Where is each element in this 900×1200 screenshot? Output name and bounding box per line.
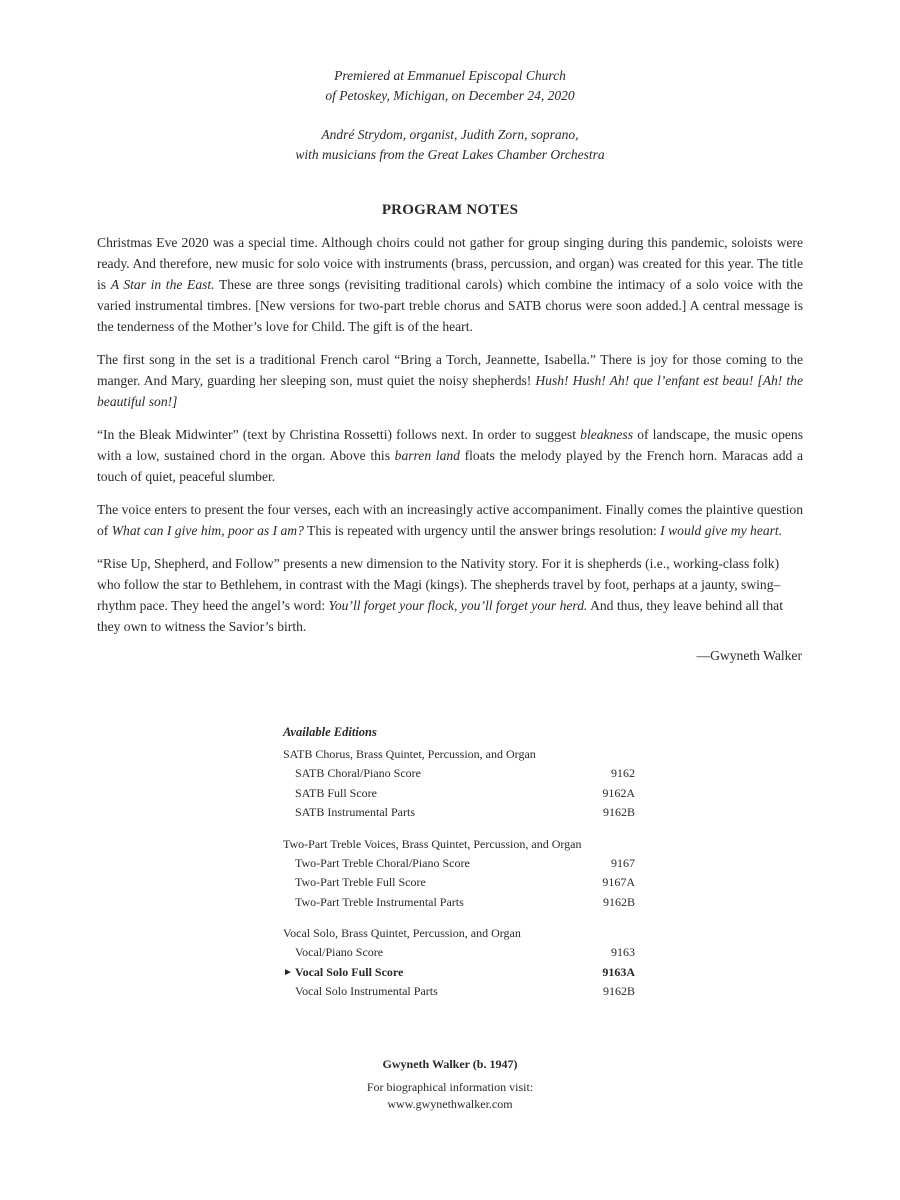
current-edition-arrow-icon: ► — [283, 966, 293, 978]
edition-code: 9162B — [602, 984, 635, 998]
notes-signature: —Gwyneth Walker — [696, 648, 802, 663]
edition-row: Vocal/Piano Score 9163 — [283, 943, 635, 963]
premiere-line-2: of Petoskey, Michigan, on December 24, 2020 — [325, 88, 575, 103]
premiere-line-1: Premiered at Emmanuel Episcopal Church — [334, 68, 566, 83]
program-notes-body — [97, 232, 803, 649]
editions-title: Available Editions — [283, 725, 377, 739]
composer-info — [0, 1056, 900, 1113]
edition-group — [283, 834, 635, 913]
notes-paragraph-1: Christmas Eve 2020 was a special time. Although choirs could not gather for group singing during this pandemic, soloists were ready. And therefore, new music for solo voice with instruments (brass, percussion, and organ) was created for this year. The title is A Star in the East. These are three songs (revisiting traditional carols) which combine the intimacy of a solo voice with the varied instrumental timbres. [New versions for two-part treble chorus and SATB chorus were soon added.] A central message is the tenderness of the Mother’s love for Child. The gift is of the heart. — [97, 235, 804, 334]
edition-row: Vocal Solo Instrumental Parts 9162B — [283, 982, 635, 1002]
edition-group-title: SATB Chorus, Brass Quintet, Percussion, and Organ — [283, 747, 536, 761]
composer-info-line: For biographical information visit: — [366, 1080, 534, 1094]
edition-row: Two-Part Treble Choral/Piano Score 9167 — [283, 854, 635, 874]
edition-code: 9163 — [611, 945, 635, 959]
edition-code: 9167A — [602, 875, 635, 889]
composer-website-link[interactable]: www.gwynethwalker.com — [387, 1097, 513, 1111]
edition-group-title: Vocal Solo, Brass Quintet, Percussion, and Organ — [283, 926, 521, 940]
notes-paragraph-5: “Rise Up, Shepherd, and Follow” presents a new dimension to the Nativity story. For it is shepherds (i.e., working-class folk) who follow the star to Bethlehem, in contrast with the Magi (kings). The shepherds travel by foot, perhaps at a jaunty, swing–rhythm pace. They heed the angel’s word: You’ll forget your flock, you’ll forget your herd. And thus, they leave behind all that they own to witness the Savior’s birth. — [97, 556, 783, 634]
edition-row-current: ► Vocal Solo Full Score 9163A — [283, 963, 635, 983]
edition-code: 9163A — [602, 964, 635, 979]
edition-code: 9167 — [611, 855, 635, 870]
available-editions — [283, 722, 635, 1013]
edition-row: Two-Part Treble Full Score 9167A — [283, 873, 635, 893]
edition-group-title: Two-Part Treble Voices, Brass Quintet, Percussion, and Organ — [283, 836, 582, 851]
notes-paragraph-2: The first song in the set is a traditional French carol “Bring a Torch, Jeannette, Isabella.” There is joy for those coming to the manger. And Mary, guarding her sleeping son, must quiet the noisy shepherds! Hush! Hush! Ah! que l’enfant est beau! [Ah! the beautiful son!] — [97, 352, 803, 409]
edition-code: 9162B — [602, 805, 635, 819]
edition-row: SATB Full Score 9162A — [283, 784, 635, 804]
notes-paragraph-3: “In the Bleak Midwinter” (text by Christina Rossetti) follows next. In order to suggest bleakness of landscape, the music opens with a low, sustained chord in the organ. Above this barren land floats the melody played by the French horn. Maracas add a touch of quiet, peaceful slumber. — [97, 427, 803, 484]
edition-group — [283, 744, 635, 823]
premiere-info — [0, 66, 900, 165]
notes-paragraph-4: The voice enters to present the four verses, each with an increasingly active accompaniment. Finally comes the plaintive question of What can I give him, poor as I am? This is repeated with urgency until the answer brings resolution: I would give my heart. — [97, 502, 803, 538]
edition-row: SATB Choral/Piano Score 9162 — [283, 764, 635, 784]
edition-code: 9162A — [602, 785, 635, 800]
edition-row: SATB Instrumental Parts 9162B — [283, 803, 635, 823]
program-notes-heading: PROGRAM NOTES — [381, 202, 519, 218]
edition-code: 9162B — [602, 894, 635, 909]
composer-name: Gwyneth Walker (b. 1947) — [382, 1057, 518, 1071]
edition-code: 9162 — [611, 766, 635, 780]
edition-group — [283, 923, 635, 1002]
performers-line-2: with musicians from the Great Lakes Chamber Orchestra — [295, 147, 605, 162]
performers-line-1: André Strydom, organist, Judith Zorn, soprano, — [321, 127, 579, 142]
edition-row: Two-Part Treble Instrumental Parts 9162B — [283, 893, 635, 913]
